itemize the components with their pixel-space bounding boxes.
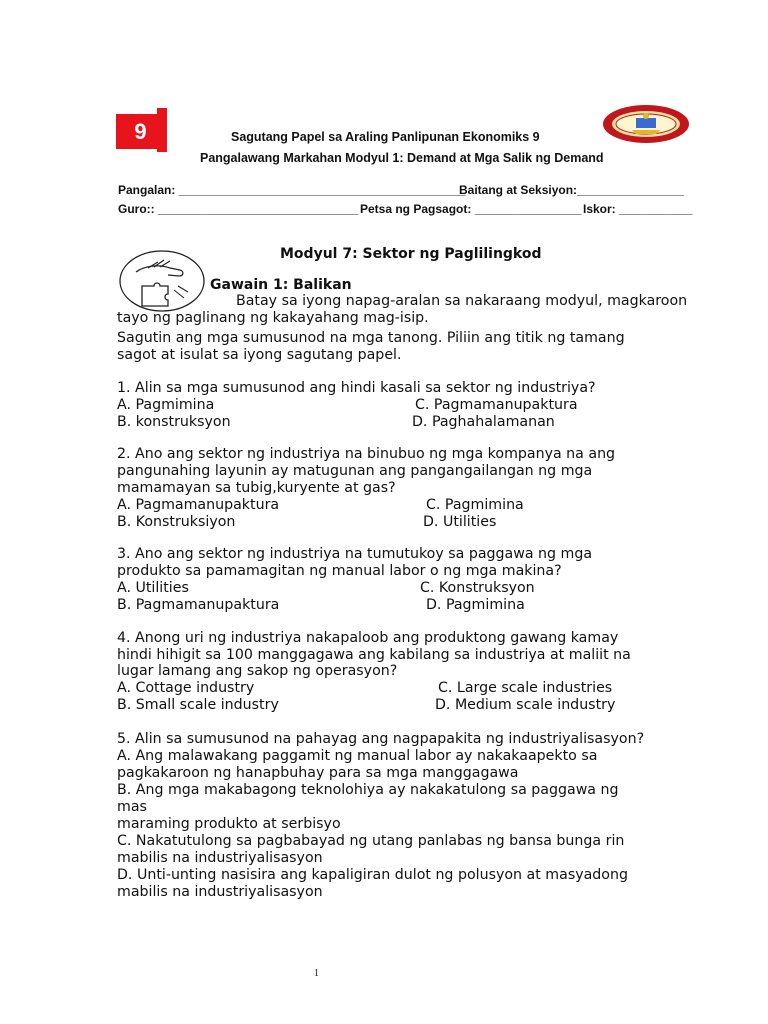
date-field-label: Petsa ng Pagsagot: ________________ (360, 202, 582, 216)
score-field-label: Iskor: ___________ (583, 202, 693, 216)
name-field-label: Pangalan: ___________________________________________ (118, 183, 466, 197)
q5-text: 5. Alin sa sumusunod na pahayag ang nagpapakita ng industriyalisasyon? (117, 731, 645, 747)
q1-option-b: B. konstruksyon (117, 414, 231, 430)
q3-text-line2: produkto sa pamamagitan ng manual labor o ng mga makina? (117, 563, 562, 579)
q2-text-line3: mamamayan sa tubig,kuryente at gas? (117, 480, 396, 496)
q4-text-line2: hindi hihigit sa 100 manggagawa ang kabilang sa industriya at maliit na (117, 647, 631, 663)
q1-text: 1. Alin sa mga sumusunod ang hindi kasali sa sektor ng industriya? (117, 380, 596, 396)
q5-option-c-line1: C. Nakatutulong sa pagbabayad ng utang panlabas ng bansa bunga rin (117, 833, 625, 849)
q3-option-c: C. Konstruksyon (420, 580, 535, 596)
grade-number: 9 (134, 118, 147, 144)
header-title-line2: Pangalawang Markahan Modyul 1: Demand at Mga Salik ng Demand (200, 151, 604, 165)
q4-text-line3: lugar lamang ang sakop ng operasyon? (117, 663, 398, 679)
q1-option-c: C. Pagmamanupaktura (415, 397, 578, 413)
q4-option-d: D. Medium scale industry (435, 697, 616, 713)
q1-option-d: D. Paghahalamanan (412, 414, 555, 430)
instructions-line2: sagot at isulat sa iyong sagutang papel. (117, 347, 402, 363)
q5-option-b-line1: B. Ang mga makabagong teknolohiya ay nakakatulong sa paggawa ng (117, 782, 619, 798)
q1-option-a: A. Pagmimina (117, 397, 215, 413)
instructions-line1: Sagutin ang mga sumusunod na mga tanong. Piliin ang titik ng tamang (117, 330, 625, 346)
q2-option-c: C. Pagmimina (426, 497, 524, 513)
activity-intro-line1: Batay sa iyong napag-aralan sa nakaraang modyul, magkaroon (236, 293, 688, 309)
q5-option-a-line2: pagkakaroon ng hanapbuhay para sa mga manggagawa (117, 765, 519, 781)
q5-option-d-line1: D. Unti-unting nasisira ang kapaligiran dulot ng polusyon at masyadong (117, 867, 628, 883)
q2-option-d: D. Utilities (423, 514, 497, 530)
q4-option-b: B. Small scale industry (117, 697, 279, 713)
q3-text-line1: 3. Ano ang sektor ng industriya na tumutukoy sa paggawa ng mga (117, 546, 593, 562)
q3-option-b: B. Pagmamanupaktura (117, 597, 280, 613)
q3-option-d: D. Pagmimina (426, 597, 525, 613)
section-field-label: Baitang at Seksiyon:________________ (459, 183, 684, 197)
page-number: 1 (314, 968, 319, 979)
q5-option-d-line2: mabilis na industriyalisasyon (117, 884, 323, 900)
q4-option-c: C. Large scale industries (438, 680, 613, 696)
q4-text-line1: 4. Anong uri ng industriya nakapaloob ang produktong gawang kamay (117, 630, 619, 646)
activity-intro-line2: tayo ng paglinang ng kakayahang mag-isip. (117, 310, 429, 326)
teacher-field-label: Guro:: ______________________________ (118, 202, 359, 216)
q5-option-b-line2: mas (117, 799, 147, 815)
q5-option-a-line1: A. Ang malawakang paggamit ng manual labor ay nakakaapekto sa (117, 748, 598, 764)
q5-option-c-line2: mabilis na industriyalisasyon (117, 850, 323, 866)
q3-option-a: A. Utilities (117, 580, 189, 596)
q5-option-b-line3: maraming produkto at serbisyo (117, 816, 341, 832)
q4-option-a: A. Cottage industry (117, 680, 255, 696)
activity-title: Gawain 1: Balikan (210, 277, 352, 293)
header-title-line1: Sagutang Papel sa Araling Panlipunan Ekonomiks 9 (231, 130, 540, 144)
school-seal-icon (602, 104, 690, 144)
q2-text-line2: pangunahing layunin ay matugunan ang pangangailangan ng mga (117, 463, 593, 479)
puzzle-hand-icon (118, 250, 206, 312)
q2-option-a: A. Pagmamanupaktura (117, 497, 280, 513)
q2-option-b: B. Konstruksiyon (117, 514, 236, 530)
module-title: Modyul 7: Sektor ng Paglilingkod (280, 246, 542, 262)
q2-text-line1: 2. Ano ang sektor ng industriya na binubuo ng mga kompanya na ang (117, 446, 616, 462)
